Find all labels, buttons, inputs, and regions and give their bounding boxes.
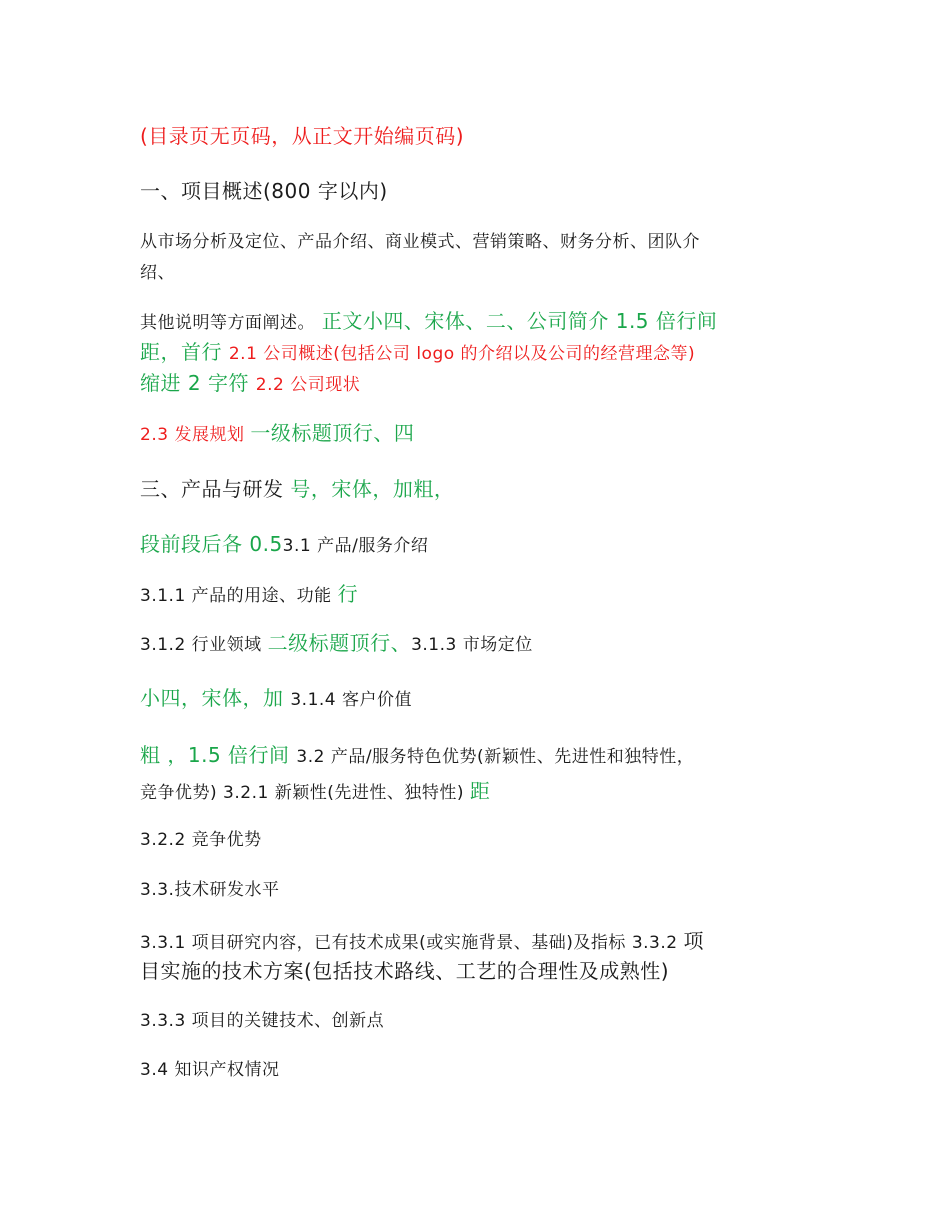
subsection-3-1-4: 3.1.4 客户价值: [290, 690, 413, 710]
body-text: 从市场分析及定位、产品介绍、商业模式、营销策略、财务分析、团队介: [140, 232, 700, 252]
body-text: 目实施的技术方案(包括技术路线、工艺的合理性及成熟性): [140, 959, 670, 983]
mixed-line-6: [140, 584, 358, 605]
format-note: 正文小四、宋体、二、公司简介 1.5 倍行间: [315, 309, 718, 333]
body-paragraph-line-1: [140, 234, 700, 251]
format-note: 段前段后各 0.5: [140, 532, 283, 556]
body-text: 3.4 知识产权情况: [140, 1060, 280, 1080]
subsection-2-2: 2.2 公司现状: [255, 375, 361, 395]
format-note: 小四，宋体，加: [140, 686, 291, 710]
subsection-2-3: 2.3 发展规划: [140, 425, 251, 445]
body-text: 3.3.技术研发水平: [140, 880, 280, 900]
subsection-3-3-3: [140, 1013, 384, 1030]
body-text: 绍、: [140, 263, 175, 283]
section-3-heading: [140, 479, 454, 499]
section-1-heading: [140, 181, 388, 201]
mixed-line-3: [140, 373, 360, 394]
subsection-3-4: [140, 1062, 279, 1079]
subsection-3-2: 3.2 产品/服务特色优势(新颖性、先进性和独特性，: [296, 747, 695, 767]
section-1-heading-text: 一、项目概述(800 字以内): [140, 179, 388, 203]
subsection-3-1-2: 3.1.2 行业领域: [140, 635, 268, 655]
subsection-3-1: 3.1 产品/服务介绍: [282, 536, 429, 556]
format-note: 行: [337, 582, 359, 606]
mixed-line-5: [140, 534, 428, 555]
subsection-3-2-1: 竞争优势) 3.2.1 新颖性(先进性、独特性): [140, 783, 470, 803]
body-text: 3.2.2 竞争优势: [140, 830, 262, 850]
toc-note: [140, 126, 464, 146]
subsection-3-1-1: 3.1.1 产品的用途、功能: [140, 586, 338, 606]
subsection-3-3-1: 3.3.1 项目研究内容，已有技术成果(或实施背景、基础)及指标 3.3.2: [140, 933, 684, 953]
mixed-line-10: [140, 781, 490, 802]
mixed-line-7: [140, 633, 533, 654]
format-note: 缩进 2 字符: [140, 371, 256, 395]
format-note: 距，首行: [140, 340, 229, 364]
format-note: 二级标题顶行、: [267, 631, 412, 655]
subsection-2-1: 2.1 公司概述(包括公司 logo 的介绍以及公司的经营理念等): [228, 344, 696, 364]
mixed-line-2: [140, 342, 695, 363]
format-note: 距: [469, 779, 491, 803]
toc-note-text: (目录页无页码，从正文开始编页码): [140, 124, 465, 148]
format-note: 一级标题顶行、四: [250, 421, 415, 445]
format-note: 号，宋体，加粗，: [290, 477, 455, 501]
subsection-3-3-2-cont: [140, 961, 669, 981]
mixed-line-11: [140, 931, 704, 952]
format-note: 粗 ，1.5 倍行间: [140, 743, 297, 767]
mixed-line-8: [140, 688, 412, 709]
subsection-3-3-2: 项: [683, 929, 704, 953]
section-3-heading-text: 三、产品与研发: [140, 477, 291, 501]
body-paragraph-line-2: [140, 265, 175, 282]
subsection-3-2-2: [140, 832, 262, 849]
body-text: 其他说明等方面阐述。: [140, 313, 315, 333]
body-text: 3.3.3 项目的关键技术、创新点: [140, 1011, 385, 1031]
subsection-3-1-3: 3.1.3 市场定位: [411, 635, 533, 655]
subsection-3-3: [140, 882, 279, 899]
mixed-line-9: [140, 745, 694, 766]
mixed-line-1: [140, 311, 717, 332]
mixed-line-4: [140, 423, 414, 444]
